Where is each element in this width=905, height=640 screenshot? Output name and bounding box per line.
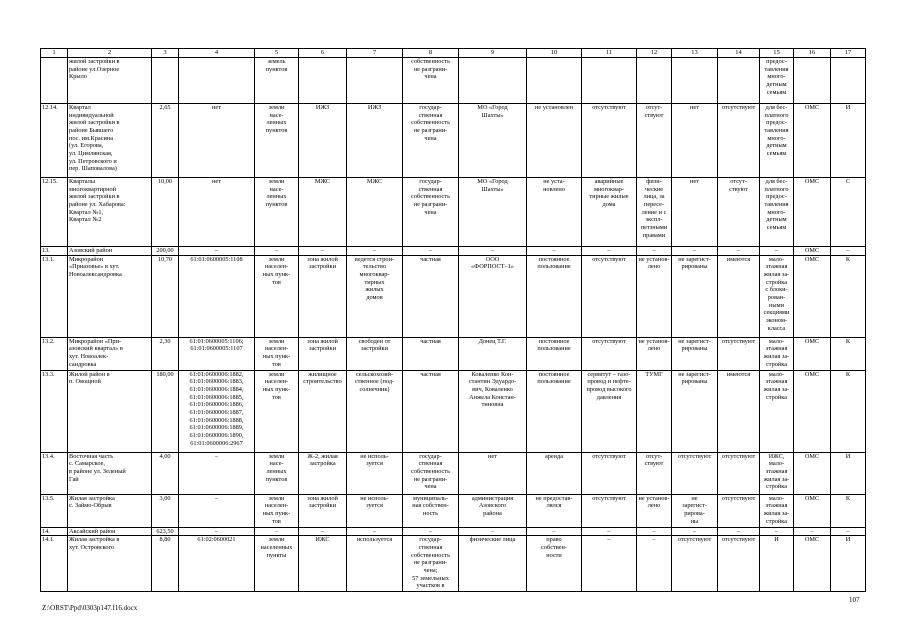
table-cell: постоянное пользование (527, 337, 582, 370)
table-cell: ОМС (794, 536, 831, 592)
table-cell: земли населен- ных пунк- тов (255, 337, 299, 370)
table-cell: 2,65 (152, 104, 179, 178)
column-number: 15 (760, 49, 794, 58)
table-cell: – (672, 247, 718, 256)
table-cell: ИЖС (299, 536, 347, 592)
table-cell: ТУМГ (637, 370, 672, 452)
table-cell: Жилая застройка с. Займо-Обрыв (68, 494, 152, 527)
table-cell: ведется строи- тельство многоквар- тирных жилых домов (347, 255, 403, 337)
table-cell: Ж-2, жилая застройка (299, 452, 347, 494)
table-cell: 61:01:0600006:1882, 61:01:0600006:1883, 61:01:0600006:1884, 61:01:0600006:1885, 61:01:0600006:1886, 61:01:0600006:1887, 61:01:0600006:1888, 61:01:0600006:1889, 61:01:0600006:1890, 61:01:0600006:2967 (179, 370, 255, 452)
table-cell: – (831, 247, 866, 256)
table-cell: не установ- лено (637, 337, 672, 370)
table-cell: – (718, 247, 760, 256)
table-cell: – (299, 247, 347, 256)
table-cell: – (794, 527, 831, 536)
table-cell: – (403, 247, 459, 256)
table-cell: частная (403, 255, 459, 337)
table-cell: И (831, 104, 866, 178)
table-cell: 61:02:0600021 (179, 536, 255, 592)
table-cell: – (527, 247, 582, 256)
table-cell: – (831, 527, 866, 536)
table-cell: Восточная часть с. Самарское, в районе ул. Зеленый Гай (68, 452, 152, 494)
table-cell (347, 58, 403, 104)
table-cell: МО «Город Шахты» (459, 104, 527, 178)
table-cell: аварийные многоквар- тирные жилые дома (582, 178, 637, 247)
table-cell: – (582, 247, 637, 256)
table-cell: не зарегист- рирова- ны (672, 494, 718, 527)
table-cell: ОМС (794, 337, 831, 370)
table-cell (179, 58, 255, 104)
table-cell: нет (459, 452, 527, 494)
table-cell: государ- ственная собственность не разграни- чена (403, 178, 459, 247)
table-cell: С (831, 178, 866, 247)
table-cell: не зарегист- рированы (672, 255, 718, 337)
column-number: 17 (831, 49, 866, 58)
table-cell: аренда (527, 452, 582, 494)
table-cell: ООО «ФОРПОСТ–1» (459, 255, 527, 337)
table-cell: Коваленко Кон- стантин Эдуардо- вич, Коваленко Анжела Констан- тиновна (459, 370, 527, 452)
table-cell: ОМС (794, 255, 831, 337)
table-row (41, 452, 866, 494)
table-cell: МЖС (299, 178, 347, 247)
table-cell: отсутствуют (582, 452, 637, 494)
table-cell: для бес- платного предос- тавления много- детным семьям (760, 104, 794, 178)
table-cell: К (831, 337, 866, 370)
table-cell: физические лица (459, 536, 527, 592)
table-cell: сервитут – газо- провод и нефте- провод высокого давления (582, 370, 637, 452)
table-cell: – (179, 452, 255, 494)
table-cell: отсутствуют (718, 337, 760, 370)
table-cell: 200,00 (152, 247, 179, 256)
table-cell: жилищное строительство (299, 370, 347, 452)
table-row (41, 527, 866, 536)
table-cell: для бес- платного предос- тавления много- детным семьям (760, 178, 794, 247)
table-cell: свободен от застройки (347, 337, 403, 370)
table-cell: муниципаль- ная собствен- ность (403, 494, 459, 527)
table-cell (718, 58, 760, 104)
table-cell: земли насе- ленных пунктов (255, 104, 299, 178)
table-row (41, 337, 866, 370)
table-cell (794, 58, 831, 104)
table-cell: ОМС (794, 494, 831, 527)
column-number: 7 (347, 49, 403, 58)
table-cell: не исполь- зуется (347, 494, 403, 527)
table-cell: Жилой район в п. Овощной (68, 370, 152, 452)
table-cell: – (347, 527, 403, 536)
table-row (41, 255, 866, 337)
column-number: 11 (582, 49, 637, 58)
table-cell: отсутствуют (718, 536, 760, 592)
table-cell (41, 58, 68, 104)
table-cell: – (255, 527, 299, 536)
table-cell (152, 58, 179, 104)
table-cell: физи- ческие лица, за пересе- ление и с экспл- петзными правами (637, 178, 672, 247)
table-cell: ИЖЗ (299, 104, 347, 178)
column-number: 4 (179, 49, 255, 58)
table-cell: не исполь- зуется (347, 452, 403, 494)
table-cell: отсутствуют (672, 536, 718, 592)
table-cell: постоянное пользование (527, 370, 582, 452)
table-body (41, 49, 866, 592)
column-number: 1 (41, 49, 68, 58)
table-cell: 3,00 (152, 494, 179, 527)
table-cell (527, 58, 582, 104)
table-cell (831, 58, 866, 104)
table-cell: земли населен- ных пунк- тов (255, 370, 299, 452)
table-cell: земли насе- ленных пунктов (255, 452, 299, 494)
table-cell: отсут- ствуют (637, 452, 672, 494)
column-number: 8 (403, 49, 459, 58)
table-cell: зона жилой застройки (299, 255, 347, 337)
table-cell: – (760, 527, 794, 536)
table-row (41, 178, 866, 247)
table-cell: МО «Город Шахты» (459, 178, 527, 247)
column-number: 5 (255, 49, 299, 58)
table-cell: мало- этажная жилая за- стройка (760, 494, 794, 527)
table-cell: 12.14. (41, 104, 68, 178)
table-cell: не установлен (527, 104, 582, 178)
table-cell: не зарегист- рированы (672, 337, 718, 370)
table-cell: предос- тавления много- детным семьям (760, 58, 794, 104)
column-number: 13 (672, 49, 718, 58)
table-cell: 8,80 (152, 536, 179, 592)
table-cell: отсутствуют (672, 452, 718, 494)
table-row (41, 247, 866, 256)
table-row (41, 104, 866, 178)
table-cell: не зарегист- рированы (672, 370, 718, 452)
table-cell: – (179, 494, 255, 527)
table-cell: земли населен- ных пунк- тов (255, 494, 299, 527)
table-cell: частная (403, 337, 459, 370)
table-cell: Аксайский район (68, 527, 152, 536)
table-cell: не установ- лено (637, 255, 672, 337)
table-cell: не предостав- лялся (527, 494, 582, 527)
table-cell: нет (672, 104, 718, 178)
table-cell: 2,30 (152, 337, 179, 370)
table-cell: государ- ственная собственность не разграни- чена; 57 земельных участков в (403, 536, 459, 592)
table-cell: Квартал индивидуальной жилой застройки в районе Бывшего пос. им.Красина (ул. Егорова, ул. Цимлянская, ул. Петровского и пер. Шаповалова) (68, 104, 152, 178)
table-cell: – (637, 536, 672, 592)
table-cell: жилой застройки в районе ул.Озерное Крыло (68, 58, 152, 104)
table-cell: 180,00 (152, 370, 179, 452)
table-cell: собственность не разграни- чена (403, 58, 459, 104)
column-number: 3 (152, 49, 179, 58)
table-cell: – (179, 247, 255, 256)
table-cell: – (582, 527, 637, 536)
page-number: 107 (849, 596, 860, 604)
table-cell: – (760, 247, 794, 256)
table-cell: Кварталы многоквартирной жилой застройки в районе ул. Хабарова: Квартал №1, Квартал №2 (68, 178, 152, 247)
table-cell: – (637, 527, 672, 536)
table-cell: ОМС (794, 178, 831, 247)
footer-file-path: Z:\ORST\Ppd\0303p147.f16.docx (42, 604, 138, 612)
table-cell: мало- этажная жилая за- стройка (760, 337, 794, 370)
table-cell: нет (179, 104, 255, 178)
table-cell: отсутствуют (582, 255, 637, 337)
table-cell: 13. (41, 247, 68, 256)
table-cell: – (459, 527, 527, 536)
table-cell: отсут- ствуют (637, 104, 672, 178)
table-cell: Жилая застройка в хут. Островского (68, 536, 152, 592)
table-cell (637, 58, 672, 104)
table-cell: 10,00 (152, 178, 179, 247)
table-cell: земли насе- ленных пунктов (255, 178, 299, 247)
table-cell: 13.5. (41, 494, 68, 527)
table-cell: отсутствуют (582, 337, 637, 370)
table-cell: сельскохозяй- ственное (под- солнечник) (347, 370, 403, 452)
column-number: 12 (637, 49, 672, 58)
table-cell: К (831, 494, 866, 527)
table-cell: – (179, 527, 255, 536)
table-cell: отсутствуют (582, 494, 637, 527)
table-cell: отсутствуют (718, 104, 760, 178)
table-cell (582, 58, 637, 104)
table-cell: 623,50 (152, 527, 179, 536)
table-cell: ИЖЗ (347, 104, 403, 178)
column-number: 16 (794, 49, 831, 58)
table-cell: МЖС (347, 178, 403, 247)
table-cell: 13.1. (41, 255, 68, 337)
table-cell: частная (403, 370, 459, 452)
table-cell: – (637, 247, 672, 256)
table-cell: мало- этажная жилая за- стройка (760, 370, 794, 452)
table-cell: К (831, 370, 866, 452)
column-number: 9 (459, 49, 527, 58)
table-cell: 13.4. (41, 452, 68, 494)
table-cell: 61:01:0600005:1108 (179, 255, 255, 337)
column-number: 2 (68, 49, 152, 58)
table-cell: не уста- новлено (527, 178, 582, 247)
table-cell: право собствен- ности (527, 536, 582, 592)
table-cell: не установ- лено (637, 494, 672, 527)
table-cell: администрация Азовского района (459, 494, 527, 527)
table-cell: И (831, 452, 866, 494)
table-cell: 13.2. (41, 337, 68, 370)
table-cell: Азовский район (68, 247, 152, 256)
table-cell: Донец Т.Г. (459, 337, 527, 370)
table-cell: – (718, 527, 760, 536)
table-cell: зона жилой застройки (299, 494, 347, 527)
table-cell: государ- ственная собственность не разграни- чена (403, 452, 459, 494)
table-cell: – (672, 527, 718, 536)
table-cell (672, 58, 718, 104)
table-cell: – (582, 536, 637, 592)
header-row (41, 49, 866, 58)
table-row (41, 494, 866, 527)
table-cell: И (831, 536, 866, 592)
table-cell: отсутствуют (718, 452, 760, 494)
table-cell: государ- ственная собственность не разграни- чена (403, 104, 459, 178)
document-table (40, 48, 866, 592)
table-cell: И (760, 536, 794, 592)
table-cell: – (299, 527, 347, 536)
table-cell: имеются (718, 370, 760, 452)
table-cell: 14. (41, 527, 68, 536)
table-cell: ОМС (794, 452, 831, 494)
table-cell: используется (347, 536, 403, 592)
table-cell: 10,70 (152, 255, 179, 337)
table-cell: Микрорайон «При- азовский квартал» в хут. Новоалек- сандровка (68, 337, 152, 370)
column-number: 6 (299, 49, 347, 58)
table-cell: постоянное пользование (527, 255, 582, 337)
table-cell: отсутствуют (582, 104, 637, 178)
table-cell: земли населенных пункты (255, 536, 299, 592)
table-cell: 14.1. (41, 536, 68, 592)
table-cell: 12.15. (41, 178, 68, 247)
table-cell: 61:01:0600005:1106; 61:01:0600005:1107 (179, 337, 255, 370)
table-row (41, 370, 866, 452)
table-cell: К (831, 255, 866, 337)
table-cell: отсутствуют (718, 494, 760, 527)
table-cell: 13.3. (41, 370, 68, 452)
table-cell: – (255, 247, 299, 256)
table-cell: – (347, 247, 403, 256)
table-cell: ОМС (794, 104, 831, 178)
table-cell: ОМС (794, 247, 831, 256)
table-cell: нет (672, 178, 718, 247)
table-cell: земель пунктов (255, 58, 299, 104)
table-cell: отсут- ствуют (718, 178, 760, 247)
table-cell: – (403, 527, 459, 536)
table-cell: мало- этажная жилая за- стройка с блоки- рован- ными секциями эконом- класса (760, 255, 794, 337)
table-cell: Микрорайон «Приазовье» в хут. Новоалександровка (68, 255, 152, 337)
table-cell (459, 58, 527, 104)
table-cell: 4,00 (152, 452, 179, 494)
table-cell: имеются (718, 255, 760, 337)
table-cell: ИЖС, мало- этажная жилая за- стройка (760, 452, 794, 494)
column-number: 14 (718, 49, 760, 58)
table-cell: нет (179, 178, 255, 247)
table-cell: земли населен- ных пунк- тов (255, 255, 299, 337)
table-row (41, 536, 866, 592)
table-cell: – (527, 527, 582, 536)
table-cell: – (459, 247, 527, 256)
column-number: 10 (527, 49, 582, 58)
table-row (41, 58, 866, 104)
table-cell: зона жилой застройки (299, 337, 347, 370)
table-cell (299, 58, 347, 104)
table-cell: ОМС (794, 370, 831, 452)
